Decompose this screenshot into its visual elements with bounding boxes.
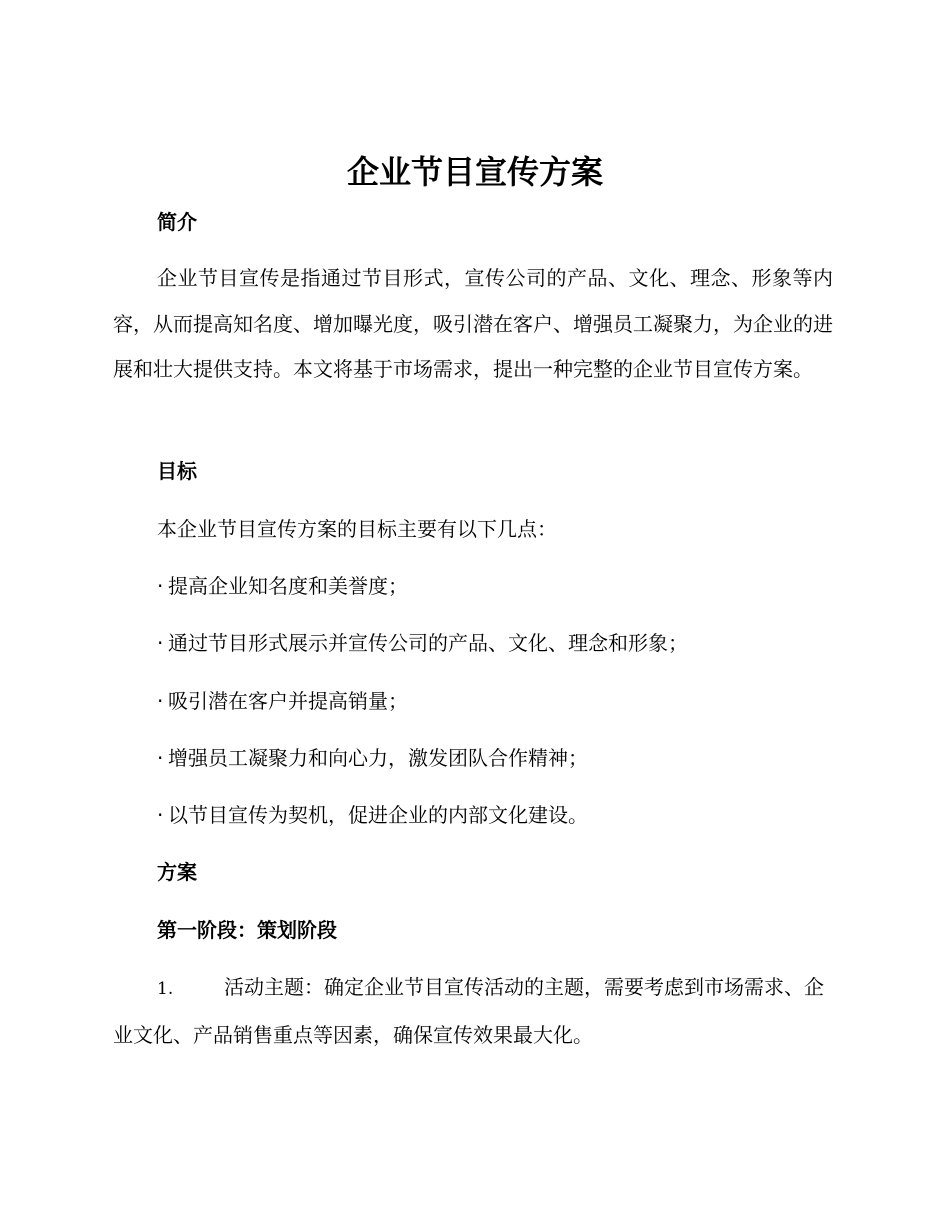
list-item-text: 提高企业知名度和美誉度； [168, 574, 408, 598]
list-item [157, 744, 588, 772]
section-heading-plan: 方案 [157, 860, 197, 884]
list-item-text: 增强员工凝聚力和向心力，激发团队合作精神； [168, 746, 588, 770]
bullet-icon: · [157, 689, 164, 713]
list-item [157, 687, 408, 715]
numbered-item-text: 活动主题：确定企业节目宣传活动的主题，需要考虑到市场需求、企业文化、产品销售重点等因素，确保宣传效果最大化。 [113, 975, 824, 1047]
bullet-icon: · [157, 803, 164, 827]
numbered-item [113, 965, 833, 1058]
item-number: 1. [157, 979, 174, 999]
phase-heading: 第一阶段：策划阶段 [157, 918, 337, 942]
bullet-icon: · [157, 746, 164, 770]
intro-paragraph: 企业节目宣传是指通过节目形式，宣传公司的产品、文化、理念、形象等内容，从而提高知名度、增加曝光度，吸引潜在客户、增强员工凝聚力，为企业的进展和壮大提供支持。本文将基于市场需求，提出一种完整的企业节目宣传方案。 [113, 266, 833, 381]
section-heading-goals: 目标 [157, 459, 197, 483]
bullet-icon: · [157, 631, 164, 655]
section-heading-intro: 简介 [157, 210, 197, 234]
list-item-text: 以节目宣传为契机，促进企业的内部文化建设。 [168, 803, 588, 827]
goals-lead-text: 本企业节目宣传方案的目标主要有以下几点： [157, 517, 557, 541]
list-item-text: 通过节目形式展示并宣传公司的产品、文化、理念和形象； [168, 631, 688, 655]
list-item [157, 572, 408, 600]
list-item [157, 801, 588, 829]
list-item-text: 吸引潜在客户并提高销量； [168, 689, 408, 713]
list-item [157, 629, 688, 657]
document-title: 企业节目宣传方案 [346, 153, 603, 191]
bullet-icon: · [157, 574, 164, 598]
